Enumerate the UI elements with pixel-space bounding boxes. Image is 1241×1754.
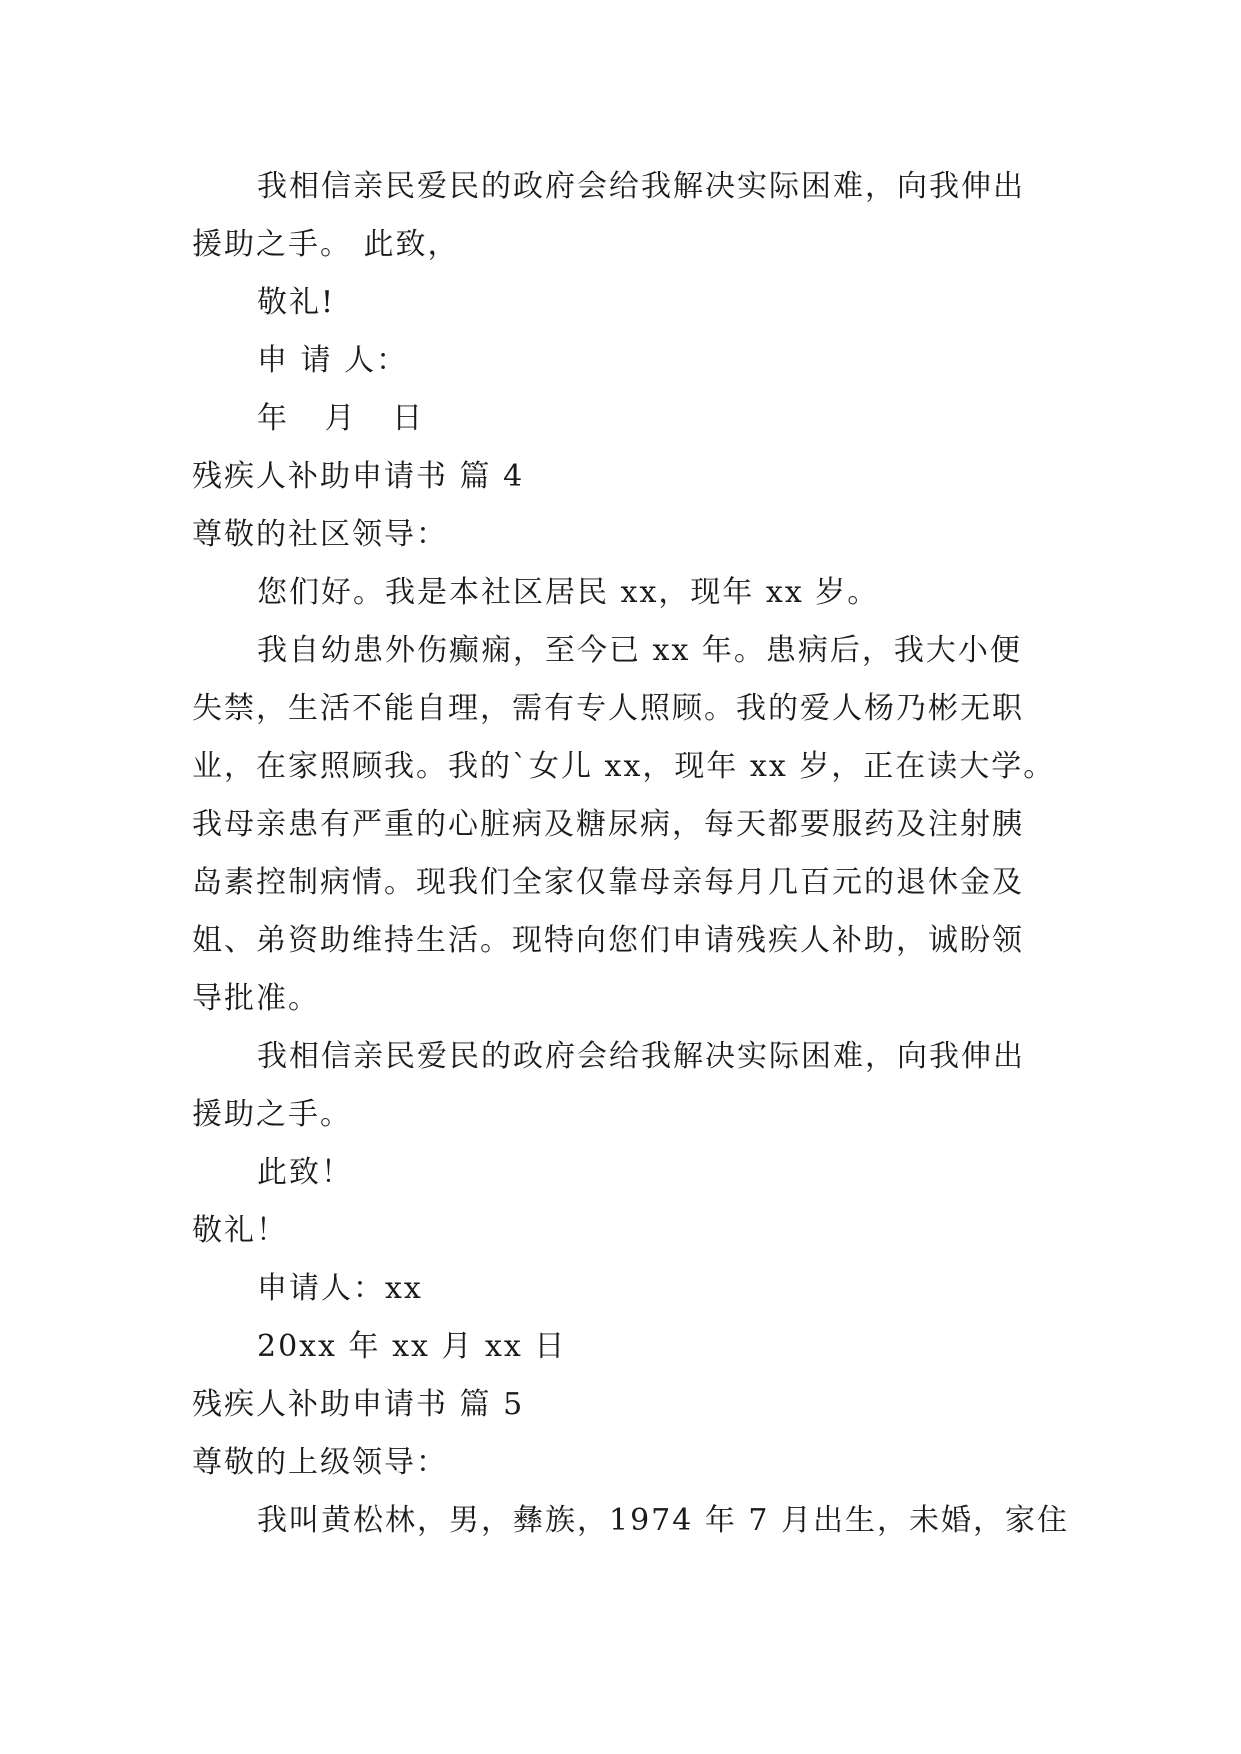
document-body [192, 158, 1072, 1550]
section-title: 残疾人补助申请书 篇 5 [192, 1387, 525, 1422]
paragraph-line: 我母亲患有严重的心脏病及糖尿病，每天都要服药及注射胰 [192, 807, 1024, 842]
paragraph-line: 您们好。我是本社区居民 xx，现年 xx 岁。 [257, 575, 880, 610]
paragraph-line: 姐、弟资助维持生活。现特向您们申请残疾人补助，诚盼领 [192, 923, 1024, 958]
salutation: 尊敬的上级领导： [192, 1445, 448, 1480]
paragraph-line: 我叫黄松林，男，彝族，1974 年 7 月出生，未婚，家住 [257, 1503, 1070, 1538]
paragraph-line: 我相信亲民爱民的政府会给我解决实际困难，向我伸出 [257, 1039, 1025, 1074]
applicant-signature: 申请人：xx [257, 1271, 423, 1306]
date-line: 年 月 日 [257, 401, 437, 436]
paragraph-line: 援助之手。 [192, 1097, 352, 1132]
paragraph-line: 我相信亲民爱民的政府会给我解决实际困难，向我伸出 [257, 169, 1025, 204]
closing-salute: 敬礼! [257, 285, 336, 320]
paragraph-line: 业，在家照顾我。我的`女儿 xx，现年 xx 岁，正在读大学。 [192, 749, 1056, 784]
paragraph-line: 岛素控制病情。现我们全家仅靠母亲每月几百元的退休金及 [192, 865, 1024, 900]
paragraph-line: 援助之手。 此致， [192, 227, 460, 262]
date-line: 20xx 年 xx 月 xx 日 [257, 1329, 567, 1364]
closing-phrase: 此致！ [257, 1155, 353, 1190]
paragraph-line: 导批准。 [192, 981, 320, 1016]
paragraph-line: 失禁，生活不能自理，需有专人照顾。我的爱人杨乃彬无职 [192, 691, 1024, 726]
section-title: 残疾人补助申请书 篇 4 [192, 459, 525, 494]
paragraph-line: 我自幼患外伤癫痫，至今已 xx 年。患病后，我大小便 [257, 633, 1022, 668]
closing-salute: 敬礼！ [192, 1213, 288, 1248]
applicant-signature: 申 请 人： [257, 343, 409, 378]
salutation: 尊敬的社区领导： [192, 517, 448, 552]
